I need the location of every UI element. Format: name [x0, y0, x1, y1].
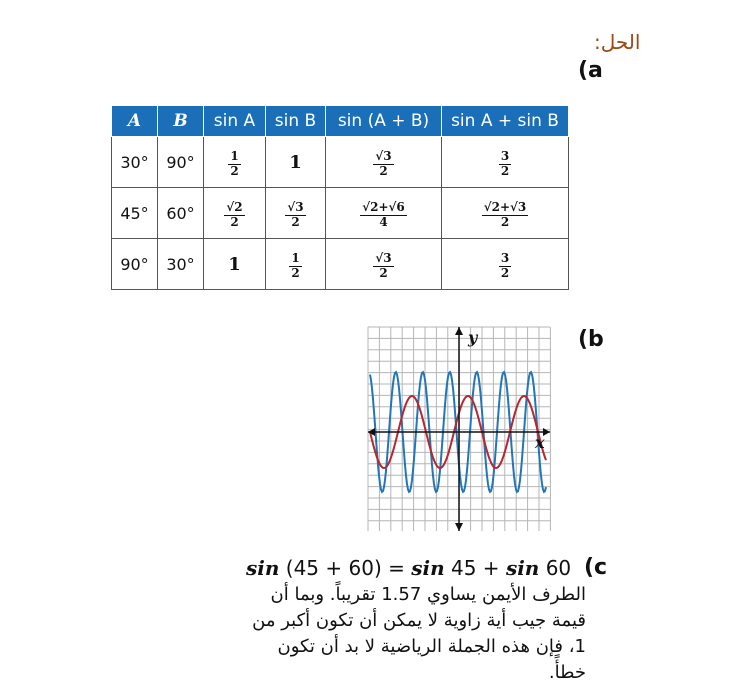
y-axis-arrow	[455, 327, 463, 335]
cell-A: 45°	[112, 188, 158, 239]
solution-heading: الحل:	[594, 30, 641, 54]
cell-sinAB: $\frac{√2+√6}{4}$	[326, 188, 442, 239]
cell-B: 90°	[158, 137, 204, 188]
cell-A: 90°	[112, 239, 158, 290]
table-row	[112, 188, 569, 239]
sine-table	[111, 105, 569, 290]
part-a-label: (a	[578, 58, 603, 83]
cell-sum: $\frac{√2+√3}{2}$	[442, 188, 569, 239]
cell-sinB: $\frac{√3}{2}$	[266, 188, 326, 239]
cell-sinB: 1	[266, 137, 326, 188]
cell-A: 30°	[112, 137, 158, 188]
cell-sum: $\frac{3}{2}$	[442, 239, 569, 290]
y-axis-arrow-bottom	[455, 523, 463, 531]
header-sinA: sin A	[204, 106, 266, 137]
header-sinAB: sin (A + B)	[326, 106, 442, 137]
cell-sinA: $\frac{√2}{2}$	[204, 188, 266, 239]
cell-sinA: 1	[204, 239, 266, 290]
y-axis-label: y	[468, 328, 478, 347]
equation: sin (45 + 60) = sin 45 + sin 60	[246, 556, 572, 580]
cell-B: 30°	[158, 239, 204, 290]
cell-sinB: $\frac{1}{2}$	[266, 239, 326, 290]
cell-sinAB: $\frac{√3}{2}$	[326, 239, 442, 290]
table-row	[112, 137, 569, 188]
header-sinB: sin B	[266, 106, 326, 137]
header-sum: sin A + sin B	[442, 106, 569, 137]
explanation-paragraph: الطرف الأيمن يساوي 1.57 تقريباً. وبما أن قيمة جيب أية زاوية لا يمكن أن تكون أكبر من 1، فإن هذه الجملة الرياضية لا بد أن تكون خطأً.	[252, 584, 586, 683]
cell-sum: $\frac{3}{2}$	[442, 137, 569, 188]
header-B: B	[158, 106, 204, 137]
part-c-label: (c	[584, 555, 608, 580]
sine-graph	[362, 324, 556, 534]
cell-sinA: $\frac{1}{2}$	[204, 137, 266, 188]
part-b-label: (b	[578, 327, 604, 352]
table-row	[112, 239, 569, 290]
x-axis-label: x	[535, 433, 545, 452]
cell-B: 60°	[158, 188, 204, 239]
header-A: A	[112, 106, 158, 137]
cell-sinAB: $\frac{√3}{2}$	[326, 137, 442, 188]
